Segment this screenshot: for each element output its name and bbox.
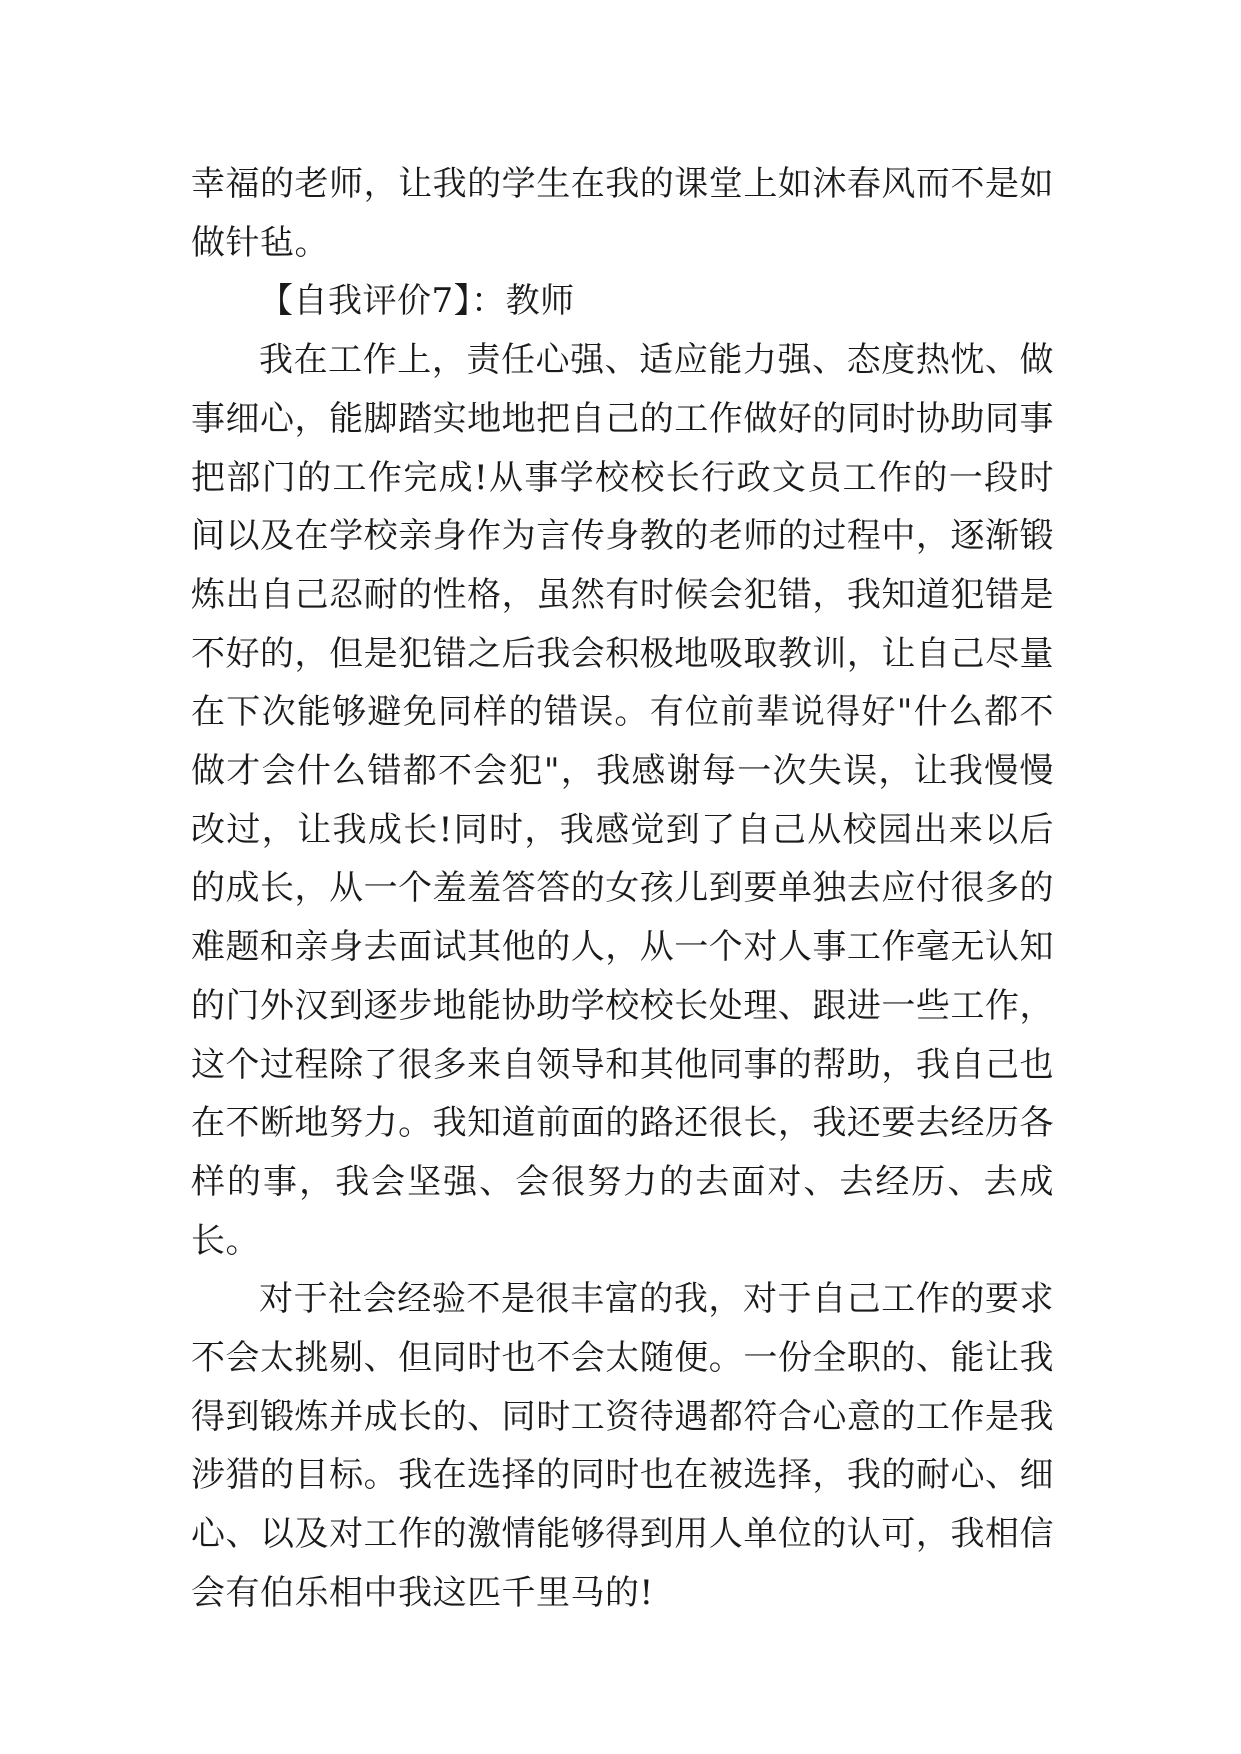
document-body — [191, 155, 1054, 1623]
body-paragraph-1: 我在工作上，责任心强、适应能力强、态度热忱、做事细心，能脚踏实地地把自己的工作做好的同时协助同事把部门的工作完成!从事学校校长行政文员工作的一段时间以及在学校亲身作为言传身教的老师的过程中，逐渐锻炼出自己忍耐的性格，虽然有时候会犯错，我知道犯错是不好的，但是犯错之后我会积极地吸取教训，让自己尽量在下次能够避免同样的错误。有位前辈说得好"什么都不做才会什么错都不会犯"，我感谢每一次失误，让我慢慢改过，让我成长!同时，我感觉到了自己从校园出来以后的成长，从一个羞羞答答的女孩儿到要单独去应付很多的难题和亲身去面试其他的人，从一个对人事工作毫无认知的门外汉到逐步地能协助学校校长处理、跟进一些工作，这个过程除了很多来自领导和其他同事的帮助，我自己也在不断地努力。我知道前面的路还很长，我还要去经历各样的事，我会坚强、会很努力的去面对、去经历、去成长。 — [191, 340, 1054, 1261]
body-paragraph-2: 对于社会经验不是很丰富的我，对于自己工作的要求不会太挑剔、但同时也不会太随便。一份全职的、能让我得到锻炼并成长的、同时工资待遇都符合心意的工作是我涉猎的目标。我在选择的同时也在被选择，我的耐心、细心、以及对工作的激情能够得到用人单位的认可，我相信会有伯乐相中我这匹千里马的! — [191, 1279, 1054, 1613]
continuation-paragraph: 幸福的老师，让我的学生在我的课堂上如沐春风而不是如做针毡。 — [191, 164, 1054, 263]
section-heading: 【自我评价7】：教师 — [259, 281, 575, 322]
